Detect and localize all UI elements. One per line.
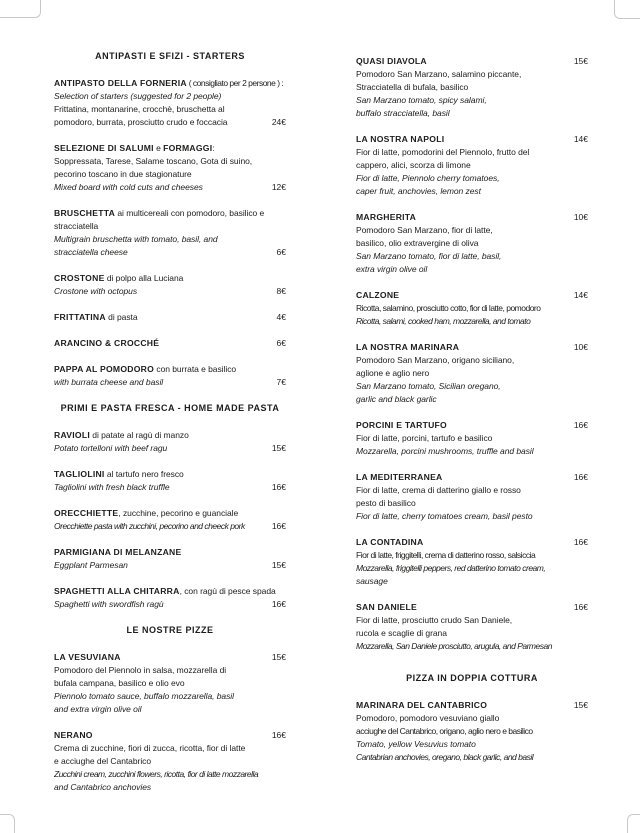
item-line [54, 546, 286, 559]
item-line [356, 432, 588, 445]
item-price: 15€ [268, 651, 286, 664]
menu-item [54, 651, 286, 716]
item-price: 6€ [273, 337, 286, 350]
item-line [54, 168, 286, 181]
item-line [356, 146, 588, 159]
item-description-en: Mozzarella, porcini mushrooms, truffle and basil [356, 446, 534, 456]
item-line [54, 233, 286, 246]
item-line [356, 484, 588, 497]
item-name: LA VESUVIANA [54, 652, 121, 662]
item-price: 15€ [570, 55, 588, 68]
item-line [356, 354, 588, 367]
item-name: QUASI DIAVOLA [356, 56, 427, 66]
item-line [356, 94, 588, 107]
menu-item [356, 699, 588, 764]
item-name: PARMIGIANA DI MELANZANE [54, 547, 182, 557]
menu-item [54, 729, 286, 794]
item-line [356, 562, 588, 575]
item-description-it: pecorino toscano in due stagionature [54, 169, 192, 179]
item-name: PORCINI E TARTUFO [356, 420, 447, 430]
menu-item [356, 601, 588, 653]
item-description-it: Pomodoro San Marzano, origano siciliano, [356, 355, 515, 365]
menu-item [356, 289, 588, 328]
item-name: BRUSCHETTA [54, 208, 116, 218]
menu-section [356, 672, 588, 764]
item-description-it: aglione e aglio nero [356, 368, 430, 378]
item-name: ANTIPASTO DELLA FORNERIA [54, 78, 187, 88]
item-description-en: San Marzano tomato, spicy salami, [356, 95, 487, 105]
menu-item [54, 585, 286, 611]
menu-item [54, 546, 286, 572]
item-description-it: al tartufo nero fresco [104, 469, 184, 479]
item-line [54, 755, 286, 768]
item-description-it: di pasta [105, 312, 138, 322]
item-line [356, 81, 588, 94]
item-description-it: ( consigliato per 2 persone ) : [186, 78, 284, 88]
item-description-it: Pomodoro San Marzano, salamino piccante, [356, 69, 522, 79]
item-price: 16€ [268, 729, 286, 742]
item-description-it: pesto di basilico [356, 498, 416, 508]
item-line [356, 497, 588, 510]
item-description-en: Mozzarella, San Daniele prosciutto, arugula, and Parmesan [356, 641, 552, 651]
item-line [54, 651, 286, 664]
item-line [356, 367, 588, 380]
item-price: 12€ [268, 181, 286, 194]
item-line [54, 559, 286, 572]
item-name: FORMAGGI [163, 143, 213, 153]
item-description-en: with burrata cheese and basil [54, 377, 164, 387]
item-description-en: Zucchini cream, zucchini flowers, ricotta, fior di latte mozzarella [54, 769, 259, 779]
item-line [356, 263, 588, 276]
item-line [356, 640, 588, 653]
item-name: SPAGHETTI ALLA CHITARRA [54, 586, 180, 596]
item-description-en: Tagliolini with fresh black truffle [54, 482, 170, 492]
item-description-it: di polpo alla Luciana [104, 273, 184, 283]
item-line [356, 302, 588, 315]
item-line [54, 220, 286, 233]
item-name: LA MEDITERRANEA [356, 472, 443, 482]
menu-item [54, 77, 286, 129]
item-line [54, 507, 286, 520]
item-line [356, 549, 588, 562]
item-description-en: Fior di latte, Piennolo cherry tomatoes, [356, 173, 500, 183]
item-line [54, 272, 286, 285]
menu-item [54, 272, 286, 298]
item-description-it: Fior di latte, porcini, tartufo e basilico [356, 433, 493, 443]
menu-item [54, 507, 286, 533]
section-heading: PIZZA IN DOPPIA COTTURA [406, 673, 538, 683]
item-name: TAGLIOLINI [54, 469, 105, 479]
item-line [54, 664, 286, 677]
menu-section [54, 402, 286, 611]
item-name: CROSTONE [54, 273, 105, 283]
item-price: 16€ [268, 598, 286, 611]
item-line [54, 768, 286, 781]
item-description-it: e [153, 143, 164, 153]
menu-section [54, 624, 286, 794]
item-description-it: cappero, alici, scorza di limone [356, 160, 471, 170]
item-line [356, 315, 588, 328]
item-line [356, 751, 588, 764]
item-description-en: garlic and black garlic [356, 394, 437, 404]
item-line [356, 601, 588, 614]
item-line [54, 155, 286, 168]
corner-crop-mark-bottom-right [627, 814, 640, 833]
item-name: SAN DANIELE [356, 602, 418, 612]
menu-item [356, 211, 588, 276]
item-line [356, 185, 588, 198]
item-line [356, 224, 588, 237]
item-line [54, 142, 286, 155]
item-name: ARANCINO & CROCCHÉ [54, 338, 160, 348]
item-description-en: Mozzarella, friggitelli peppers, red datterino tomato cream, [356, 563, 546, 573]
item-name: CALZONE [356, 290, 400, 300]
item-line [54, 337, 286, 350]
item-description-en: Orecchiette pasta with zucchini, pecorino and cheeck pork [54, 521, 245, 531]
corner-crop-mark-top-right [614, 0, 640, 19]
item-line [54, 207, 286, 220]
section-heading: PRIMI E PASTA FRESCA - HOME MADE PASTA [60, 403, 280, 413]
item-line [356, 68, 588, 81]
menu-item [54, 142, 286, 194]
menu-section [356, 55, 588, 653]
item-description-it: , zucchine, pecorino e guanciale [118, 508, 239, 518]
item-line [356, 575, 588, 588]
item-description-it: e acciughe del Cantabrico [54, 756, 152, 766]
item-description-en: Multigrain bruschetta with tomato, basil, and [54, 234, 218, 244]
item-price: 16€ [268, 520, 286, 533]
item-line [54, 703, 286, 716]
item-description-it: ai multicereali con pomodoro, basilico e [115, 208, 265, 218]
item-description-it: bufala campana, basilico e olio evo [54, 678, 185, 688]
item-line [54, 481, 286, 494]
item-description-it: Ricotta, salamino, prosciutto cotto, fior di latte, pomodoro [356, 303, 541, 313]
item-line [54, 285, 286, 298]
item-line [356, 738, 588, 751]
item-price: 16€ [570, 419, 588, 432]
menu-item [356, 471, 588, 523]
item-description-it: Fior di latte, prosciutto crudo San Daniele, [356, 615, 513, 625]
item-name: RAVIOLI [54, 430, 90, 440]
item-line [54, 103, 286, 116]
item-line [54, 729, 286, 742]
item-line [54, 116, 286, 129]
item-description-en: Crostone with octopus [54, 286, 138, 296]
item-line [356, 445, 588, 458]
item-line [54, 690, 286, 703]
item-description-en: and extra virgin olive oil [54, 704, 142, 714]
item-description-en: sausage [356, 576, 388, 586]
item-description-en: Spaghetti with swordfish ragù [54, 599, 164, 609]
item-description-it: Fior di latte, crema di datterino giallo e rosso [356, 485, 521, 495]
item-name: SELEZIONE DI SALUMI [54, 143, 154, 153]
menu-item [54, 337, 286, 350]
item-line [356, 614, 588, 627]
menu-item [54, 468, 286, 494]
item-description-it: Stracciatella di bufala, basilico [356, 82, 469, 92]
item-description-en: Ricotta, salami, cooked ham, mozzarella, and tomato [356, 316, 531, 326]
item-price: 16€ [570, 601, 588, 614]
item-line [54, 90, 286, 103]
item-line [54, 429, 286, 442]
item-description-en: stracciatella cheese [54, 247, 128, 257]
item-line [54, 520, 286, 533]
item-description-it: basilico, olio extravergine di oliva [356, 238, 479, 248]
section-heading: LE NOSTRE PIZZE [126, 625, 214, 635]
item-line [356, 107, 588, 120]
item-description-en: San Marzano tomato, Sicilian oregano, [356, 381, 501, 391]
item-description-it: Soppressata, Tarese, Salame toscano, Gota di suino, [54, 156, 253, 166]
item-description-en: extra virgin olive oil [356, 264, 428, 274]
item-line [356, 510, 588, 523]
item-line [356, 536, 588, 549]
item-line [356, 172, 588, 185]
item-description-it: Fior di latte, pomodorini del Piennolo, frutto del [356, 147, 530, 157]
item-line [356, 211, 588, 224]
menu-item [356, 536, 588, 588]
item-description-it: : [212, 143, 215, 153]
item-description-en: Tomato, yellow Vesuvius tomato [356, 739, 476, 749]
item-price: 4€ [273, 311, 286, 324]
item-line [54, 442, 286, 455]
item-description-it: Pomodoro San Marzano, fior di latte, [356, 225, 493, 235]
item-line [54, 77, 286, 90]
item-line [356, 419, 588, 432]
item-name: MARINARA DEL CANTABRICO [356, 700, 488, 710]
item-line [54, 363, 286, 376]
item-line [356, 341, 588, 354]
menu-item [54, 363, 286, 389]
menu-item [356, 133, 588, 198]
item-name: LA NOSTRA MARINARA [356, 342, 460, 352]
menu-column-left [54, 50, 286, 807]
item-price: 7€ [273, 376, 286, 389]
item-line [54, 376, 286, 389]
item-name: NERANO [54, 730, 93, 740]
item-price: 14€ [570, 289, 588, 302]
item-name: LA NOSTRA NAPOLI [356, 134, 445, 144]
item-line [356, 393, 588, 406]
item-description-en: Mixed board with cold cuts and cheeses [54, 182, 203, 192]
item-description-it: con burrata e basilico [154, 364, 237, 374]
item-price: 15€ [268, 442, 286, 455]
item-line [356, 471, 588, 484]
item-line [356, 250, 588, 263]
menu-item [54, 207, 286, 259]
item-name: LA CONTADINA [356, 537, 424, 547]
menu-item [356, 341, 588, 406]
item-line [54, 677, 286, 690]
item-description-it: Pomodoro del Piennolo in salsa, mozzarella di [54, 665, 227, 675]
corner-crop-mark-bottom-left [0, 814, 15, 833]
item-description-en: Piennolo tomato sauce, buffalo mozzarella, basil [54, 691, 234, 701]
item-price: 16€ [570, 471, 588, 484]
item-name: PAPPA AL POMODORO [54, 364, 155, 374]
item-line [54, 311, 286, 324]
item-description-it: pomodoro, burrata, prosciutto crudo e foccacia [54, 117, 228, 127]
item-name: ORECCHIETTE [54, 508, 119, 518]
item-line [356, 237, 588, 250]
item-name: FRITTATINA [54, 312, 106, 322]
item-price: 6€ [273, 246, 286, 259]
item-price: 15€ [570, 699, 588, 712]
item-description-en: Eggplant Parmesan [54, 560, 128, 570]
menu-column-right [356, 55, 588, 777]
item-description-en: Potato tortelloni with beef ragu [54, 443, 168, 453]
item-price: 10€ [570, 341, 588, 354]
item-line [54, 598, 286, 611]
item-description-it: Frittatina, montanarine, crocchè, bruschetta al [54, 104, 225, 114]
item-description-it: Fior di latte, friggitelli, crema di datterino rosso, salsiccia [356, 550, 536, 560]
item-price: 10€ [570, 211, 588, 224]
item-line [356, 627, 588, 640]
item-description-it: di patate al ragù di manzo [89, 430, 189, 440]
menu-item [356, 55, 588, 120]
item-description-en: Cantabrian anchovies, oregano, black garlic, and basil [356, 752, 534, 762]
item-description-it: acciughe del Cantabrico, origano, aglio nero e basilico [356, 726, 533, 736]
item-line [356, 725, 588, 738]
item-description-en: San Marzano tomato, fior di latte, basil, [356, 251, 502, 261]
item-description-en: buffalo stracciatella, basil [356, 108, 450, 118]
item-name: MARGHERITA [356, 212, 417, 222]
item-line [356, 289, 588, 302]
item-line [356, 699, 588, 712]
item-description-en: caper fruit, anchovies, lemon zest [356, 186, 481, 196]
item-price: 8€ [273, 285, 286, 298]
item-description-en: Selection of starters (suggested for 2 people) [54, 91, 222, 101]
item-line [54, 781, 286, 794]
item-line [356, 159, 588, 172]
menu-item [356, 419, 588, 458]
item-price: 14€ [570, 133, 588, 146]
section-heading: ANTIPASTI E SFIZI - STARTERS [95, 51, 245, 61]
item-description-it: stracciatella [54, 221, 99, 231]
item-description-en: Fior di latte, cherry tomatoes cream, basil pesto [356, 511, 533, 521]
item-line [54, 585, 286, 598]
item-description-it: Crema di zucchine, fiori di zucca, ricotta, fior di latte [54, 743, 246, 753]
item-line [356, 712, 588, 725]
item-line [54, 742, 286, 755]
item-price: 16€ [570, 536, 588, 549]
item-line [54, 246, 286, 259]
menu-item [54, 429, 286, 455]
item-description-it: rucola e scaglie di grana [356, 628, 447, 638]
item-line [54, 468, 286, 481]
menu-item [54, 311, 286, 324]
item-description-en: and Cantabrico anchovies [54, 782, 152, 792]
item-line [356, 55, 588, 68]
item-line [356, 133, 588, 146]
menu-section [54, 50, 286, 389]
item-price: 16€ [268, 481, 286, 494]
item-price: 24€ [268, 116, 286, 129]
item-description-it: Pomodoro, pomodoro vesuviano giallo [356, 713, 500, 723]
item-line [54, 181, 286, 194]
item-description-it: , con ragù di pesce spada [179, 586, 276, 596]
item-line [356, 380, 588, 393]
item-price: 15€ [268, 559, 286, 572]
corner-crop-mark-top-left [0, 0, 41, 18]
